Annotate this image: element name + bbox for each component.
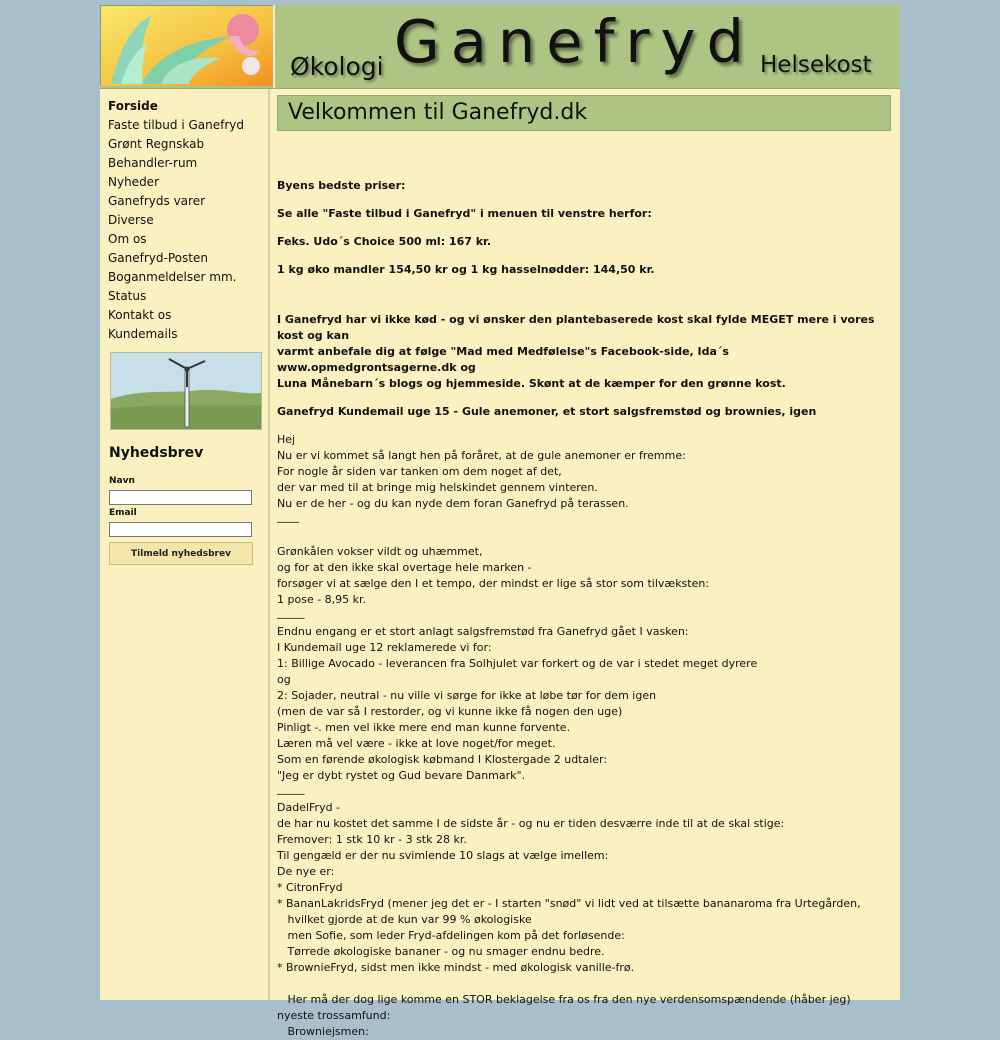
- nav-item-kundemails[interactable]: Kundemails: [108, 327, 178, 341]
- intro-line: Feks. Udo´s Choice 500 ml: 167 kr.: [277, 235, 492, 248]
- page-title: Velkommen til Ganefryd.dk: [277, 95, 891, 131]
- header-divider: [273, 5, 275, 88]
- text-line: Endnu engang er et stort anlagt salgsfremstød fra Ganefryd gået I vasken:: [277, 625, 689, 638]
- nav-item-ganefryds-varer[interactable]: Ganefryds varer: [108, 194, 206, 208]
- nav-item-om-os[interactable]: Om os: [108, 232, 147, 246]
- text-line: * BananLakridsFryd (mener jeg det er - I starten "snød" vi lidt ved at tilsætte bananaroma fra Urtegården,: [277, 897, 861, 910]
- intro-line: Byens bedste priser:: [277, 179, 406, 192]
- nav-item-behandler-rum[interactable]: Behandler-rum: [108, 156, 198, 170]
- text-line: Browniejsmen:: [277, 1025, 369, 1038]
- text-line: Her må der dog lige komme en STOR beklagelse fra os fra den nye verdensomspændende (håber jeg): [277, 993, 851, 1006]
- main-content: [274, 89, 894, 1038]
- text-line: hvilket gjorde at de kun var 99 % økologiske: [277, 913, 532, 926]
- text-line: (men de var så I restorder, og vi kunne ikke få nogen den uge): [277, 705, 623, 718]
- text-line: og for at den ikke skal overtage hele marken -: [277, 561, 532, 574]
- text-line: I Kundemail uge 12 reklamerede vi for:: [277, 641, 492, 654]
- nav-item-groent-regnskab[interactable]: Grønt Regnskab: [108, 137, 205, 151]
- separator: ____: [277, 510, 299, 523]
- text-line: 2: Sojader, neutral - nu ville vi sørge for ikke at løbe tør for dem igen: [277, 689, 657, 702]
- text-line: Til gengæld er der nu svimlende 10 slags at vælge imellem:: [277, 849, 609, 862]
- text-line: Luna Månebarn´s blogs og hjemmeside. Skønt at de kæmper for den grønne kost.: [277, 377, 786, 390]
- text-line: * BrownieFryd, sidst men ikke mindst - med økologisk vanille-frø.: [277, 961, 635, 974]
- text-line: 1 pose - 8,95 kr.: [277, 593, 367, 606]
- text-line: Hej: [277, 433, 296, 446]
- newsletter-email-input[interactable]: [109, 522, 252, 537]
- text-line: Nu er de her - og du kan nyde dem foran Ganefryd på terassen.: [277, 497, 629, 510]
- text-line: Tørrede økologiske bananer - og nu smager endnu bedre.: [277, 945, 605, 958]
- intro-line: Se alle "Faste tilbud i Ganefryd" i menuen til venstre herfor:: [277, 207, 652, 220]
- text-line: Pinligt -. men vel ikke mere end man kunne forvente.: [277, 721, 571, 734]
- intro-line: 1 kg øko mandler 154,50 kr og 1 kg hasselnødder: 144,50 kr.: [277, 263, 655, 276]
- text-line: Læren må vel være - ikke at love noget/for meget.: [277, 737, 556, 750]
- text-line: De nye er:: [277, 865, 335, 878]
- nav-item-status[interactable]: Status: [108, 289, 147, 303]
- wind-turbine-image[interactable]: [110, 352, 262, 430]
- text-line: DadelFryd -: [277, 801, 341, 814]
- text-line: men Sofie, som leder Fryd-afdelingen kom på det forløsende:: [277, 929, 625, 942]
- text-line: nyeste trossamfund:: [277, 1009, 391, 1022]
- nav-item-diverse[interactable]: Diverse: [108, 213, 154, 227]
- sidebar: [100, 89, 270, 1000]
- spacer: [277, 528, 895, 544]
- text-line: varmt anbefale dig at følge "Mad med Medfølelse"s Facebook-side, Ida´s www.opmedgrontsagerne.dk og: [277, 345, 729, 374]
- header-banner: [100, 5, 900, 89]
- newsletter-name-input[interactable]: [109, 490, 252, 505]
- text-line: 1: Billige Avocado - leverancen fra Solhjulet var forkert og de var i stedet meget dyrere: [277, 657, 758, 670]
- text-line: Som en førende økologisk købmand I Klostergade 2 udtaler:: [277, 753, 608, 766]
- newsletter-email-label: Email: [109, 508, 137, 518]
- header-subtitle-right: Helsekost: [760, 52, 872, 78]
- page-container: [100, 5, 900, 1038]
- newsletter-title: Nyhedsbrev: [109, 445, 204, 461]
- text-line: Fremover: 1 stk 10 kr - 3 stk 28 kr.: [277, 833, 467, 846]
- text-line: For nogle år siden var tanken om dem noget af det,: [277, 465, 562, 478]
- nav-item-nyheder[interactable]: Nyheder: [108, 175, 159, 189]
- nav-item-boganmeldelser[interactable]: Boganmeldelser mm.: [108, 270, 237, 284]
- newsletter-name-label: Navn: [109, 476, 135, 486]
- header-subtitle-left: Økologi: [290, 52, 384, 81]
- flower-logo-icon: [101, 6, 274, 86]
- text-line: de har nu kostet det samme I de sidste år - og nu er tiden desværre inde til at de skal stige:: [277, 817, 785, 830]
- spacer: [277, 976, 895, 992]
- text-line: Grønkålen vokser vildt og uhæmmet,: [277, 545, 483, 558]
- separator: _____: [277, 782, 305, 795]
- kundemail-heading: Ganefryd Kundemail uge 15 - Gule anemoner, et stort salgsfremstød og brownies, igen: [277, 405, 817, 418]
- logo-image[interactable]: [100, 5, 273, 85]
- nav-item-ganefryd-posten[interactable]: Ganefryd-Posten: [108, 251, 208, 265]
- spacer: [277, 290, 895, 306]
- text-line: I Ganefryd har vi ikke kød - og vi ønsker den plantebaserede kost skal fylde MEGET mere i vores kost og kan: [277, 313, 875, 342]
- text-line: forsøger vi at sælge den I et tempo, der mindst er lige så stor som tilvæksten:: [277, 577, 710, 590]
- text-line: og: [277, 673, 291, 686]
- separator: _____: [277, 606, 305, 619]
- plant-based-paragraph: [277, 312, 895, 392]
- nav-item-kontakt-os[interactable]: Kontakt os: [108, 308, 172, 322]
- sidebar-nav: [108, 97, 244, 344]
- wind-turbine-icon: [111, 353, 261, 429]
- article-body: [277, 178, 895, 1040]
- text-line: * CitronFryd: [277, 881, 343, 894]
- nav-item-faste-tilbud[interactable]: Faste tilbud i Ganefryd: [108, 118, 245, 132]
- text-line: der var med til at bringe mig helskindet gennem vinteren.: [277, 481, 598, 494]
- site-title: Ganefryd: [394, 7, 755, 76]
- text-line: "Jeg er dybt rystet og Gud bevare Danmark".: [277, 769, 526, 782]
- text-line: Nu er vi kommet så langt hen på foråret, at de gule anemoner er fremme:: [277, 449, 686, 462]
- newsletter-submit-button[interactable]: Tilmeld nyhedsbrev: [109, 542, 253, 565]
- nav-item-forside[interactable]: Forside: [108, 99, 158, 113]
